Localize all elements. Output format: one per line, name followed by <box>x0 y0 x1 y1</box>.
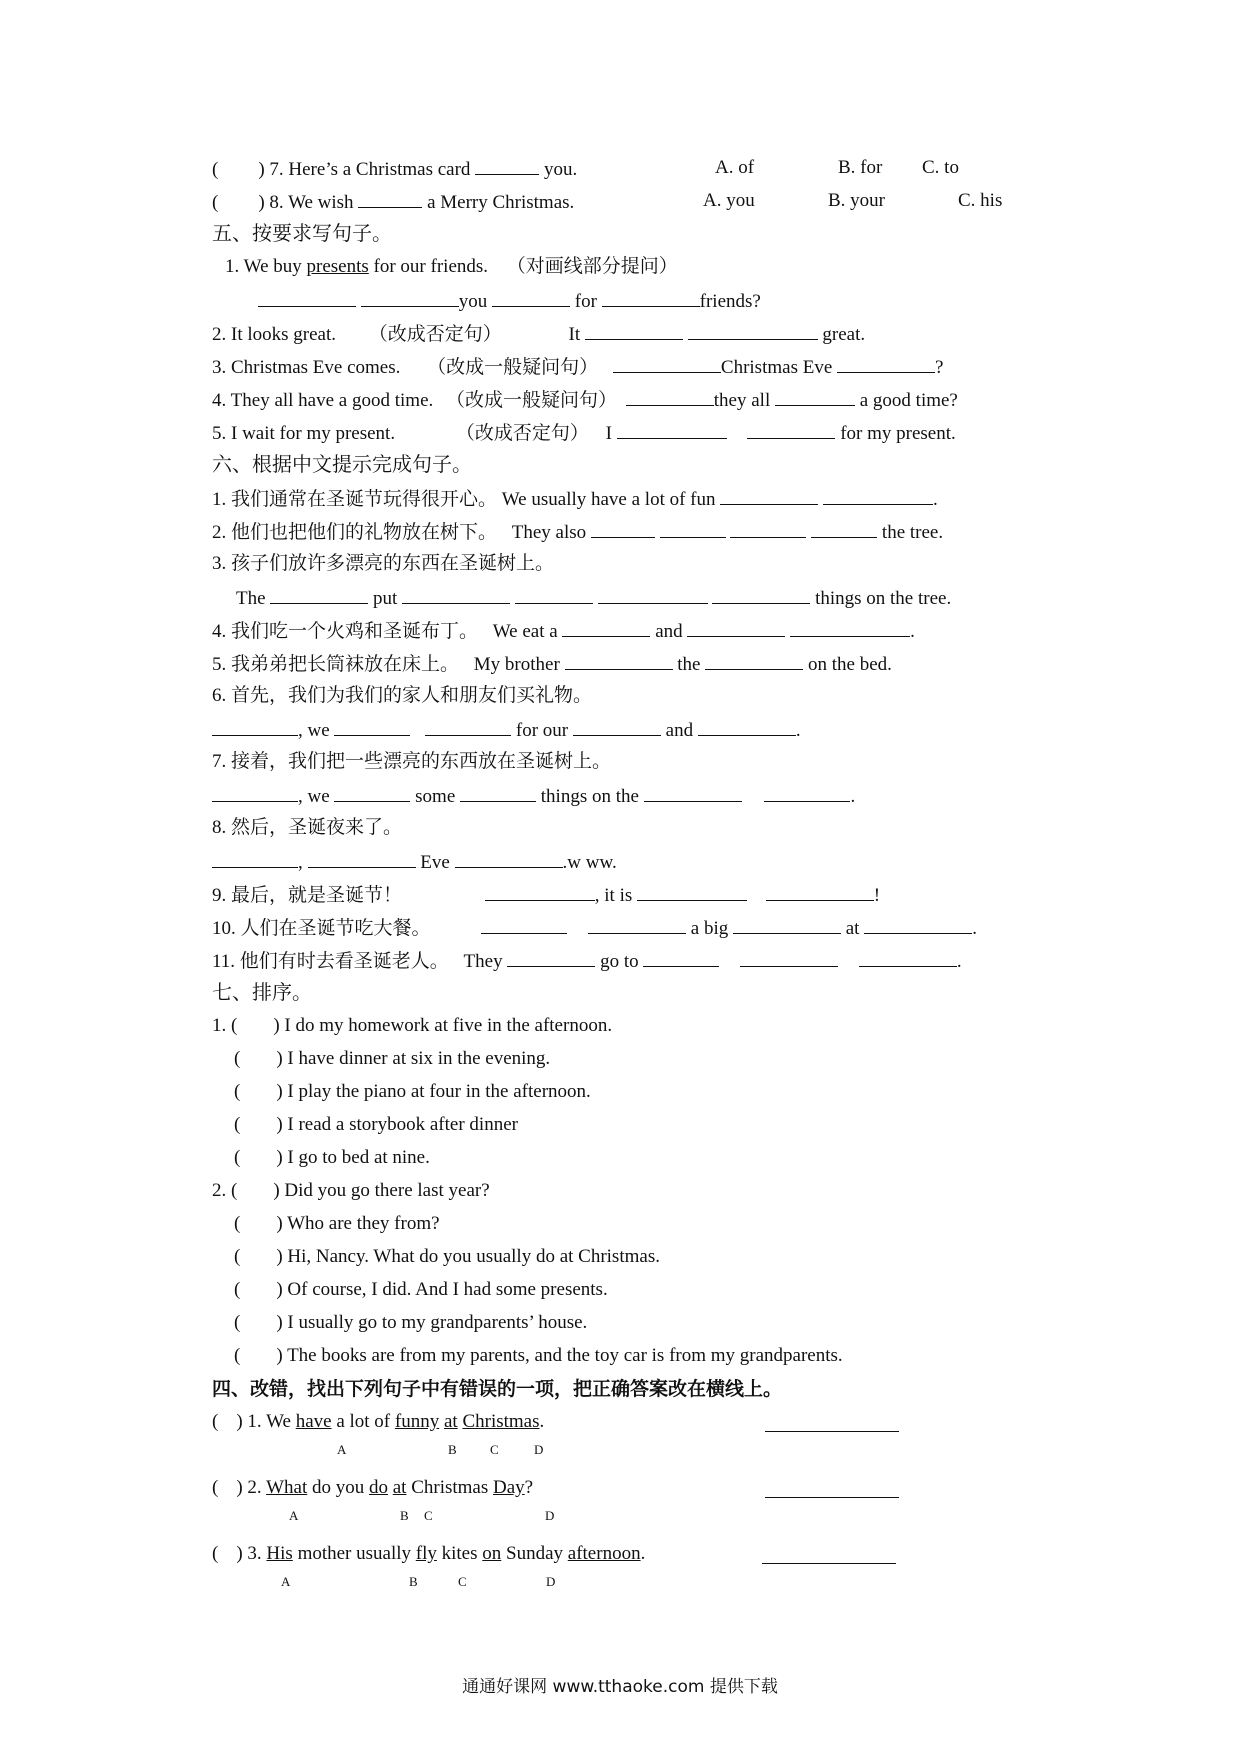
question-7: ( ) 7. Here’s a Christmas card you. <box>212 156 577 182</box>
answer-blank[interactable] <box>698 717 796 736</box>
answer-blank[interactable] <box>212 783 298 802</box>
option-c-word: on <box>482 1543 502 1564</box>
answer-paren[interactable]: ( ) <box>234 1048 283 1069</box>
answer-paren[interactable]: ( ) <box>234 1213 283 1234</box>
answer-blank[interactable] <box>617 420 727 439</box>
question-text: mother usually <box>297 1543 412 1564</box>
answer-blank[interactable] <box>258 288 356 307</box>
order-group-2-item-4: ( ) Of course, I did. And I had some presents. <box>234 1279 608 1300</box>
s6-question-3-cn: 3. 孩子们放许多漂亮的东西在圣诞树上。 <box>212 553 555 574</box>
answer-blank[interactable] <box>602 288 700 307</box>
section-6-title: 六、根据中文提示完成句子。 <box>212 454 472 476</box>
option-a: A. you <box>703 190 755 211</box>
correction-line[interactable] <box>765 1430 899 1432</box>
option-c: C. his <box>958 190 1003 211</box>
question-text: 8. We wish <box>269 192 354 213</box>
section-4-title: 四、改错，找出下列句子中有错误的一项，把正确答案改在横线上。 <box>212 1378 783 1400</box>
answer-blank[interactable] <box>212 849 298 868</box>
answer-blank[interactable] <box>811 519 877 538</box>
answer-blank[interactable] <box>823 486 933 505</box>
answer-paren[interactable]: ( ) <box>234 1246 283 1267</box>
answer-blank[interactable] <box>644 783 742 802</box>
error-question-1: ( ) 1. We have a lot of funny at Christmas. <box>212 1411 545 1432</box>
s6-question-5: 5. 我弟弟把长筒袜放在床上。 My brother the on the bed. <box>212 651 892 677</box>
answer-blank[interactable] <box>637 882 747 901</box>
option-a-word: have <box>295 1411 332 1432</box>
answer-blank[interactable] <box>585 321 683 340</box>
answer-blank[interactable] <box>859 948 957 967</box>
s6-question-7: , we some things on the . <box>212 783 855 809</box>
underlined-word: presents <box>306 256 369 277</box>
option-d-word: Day <box>493 1477 525 1498</box>
answer-blank[interactable] <box>790 618 910 637</box>
option-c-word: at <box>443 1411 458 1432</box>
answer-paren[interactable]: ( ) <box>234 1081 283 1102</box>
answer-paren[interactable]: ( ) <box>231 1180 280 1201</box>
s6-question-6-cn: 6. 首先，我们为我们的家人和朋友们买礼物。 <box>212 685 593 706</box>
answer-blank[interactable] <box>212 717 298 736</box>
correction-line[interactable] <box>765 1496 899 1498</box>
answer-blank[interactable] <box>485 882 595 901</box>
s6-question-8: , Eve .w ww. <box>212 849 617 875</box>
answer-blank[interactable] <box>402 585 510 604</box>
answer-blank[interactable] <box>358 189 422 208</box>
answer-blank[interactable] <box>740 948 838 967</box>
s6-question-1: 1. 我们通常在圣诞节玩得很开心。 We usually have a lot of fun . <box>212 486 938 512</box>
answer-paren[interactable]: ( ) <box>231 1015 280 1036</box>
s6-question-4: 4. 我们吃一个火鸡和圣诞布丁。 We eat a and . <box>212 618 915 644</box>
answer-blank[interactable] <box>720 486 818 505</box>
answer-blank[interactable] <box>334 717 410 736</box>
answer-blank[interactable] <box>643 948 719 967</box>
answer-blank[interactable] <box>591 519 655 538</box>
answer-blank[interactable] <box>687 618 785 637</box>
option-d-word: afternoon <box>567 1543 641 1564</box>
option-d-word: Christmas <box>462 1411 540 1432</box>
answer-blank[interactable] <box>308 849 416 868</box>
answer-blank[interactable] <box>565 651 673 670</box>
answer-paren[interactable]: ( ) <box>234 1279 283 1300</box>
s6-question-2: 2. 他们也把他们的礼物放在树下。 They also the tree. <box>212 519 943 545</box>
answer-paren[interactable]: ( ) <box>234 1114 283 1135</box>
order-group-1-item-1: 1. ( ) I do my homework at five in the afternoon. <box>212 1015 613 1036</box>
answer-paren[interactable]: ( ) <box>212 1477 243 1498</box>
answer-blank[interactable] <box>270 585 368 604</box>
answer-blank[interactable] <box>475 156 539 175</box>
answer-paren: ( <box>212 159 219 180</box>
correction-line[interactable] <box>762 1562 896 1564</box>
answer-paren[interactable]: ( ) <box>234 1312 283 1333</box>
answer-blank[interactable] <box>481 915 567 934</box>
answer-blank[interactable] <box>425 717 511 736</box>
order-group-1-item-2: ( ) I have dinner at six in the evening. <box>234 1048 551 1069</box>
answer-blank[interactable] <box>334 783 410 802</box>
answer-blank[interactable] <box>764 783 850 802</box>
s5-answer-1: you for friends? <box>258 288 761 314</box>
answer-paren[interactable]: ( ) <box>234 1147 283 1168</box>
answer-blank[interactable] <box>573 717 661 736</box>
s6-question-9: 9. 最后，就是圣诞节！ , it is ! <box>212 882 880 908</box>
question-8: ( ) 8. We wish a Merry Christmas. <box>212 189 574 215</box>
answer-blank[interactable] <box>688 321 818 340</box>
footer-credit: 通通好课网 www.tthaoke.com 提供下载 <box>462 1677 778 1697</box>
section-5-title: 五、按要求写句子。 <box>212 223 392 245</box>
answer-blank[interactable] <box>730 519 806 538</box>
answer-blank[interactable] <box>747 420 835 439</box>
s6-question-7-cn: 7. 接着，我们把一些漂亮的东西放在圣诞树上。 <box>212 751 612 772</box>
option-a-word: What <box>266 1477 308 1498</box>
answer-blank[interactable] <box>660 519 726 538</box>
answer-blank[interactable] <box>588 915 686 934</box>
s5-question-5: 5. I wait for my present. （改成否定句） I for my present. <box>212 420 956 446</box>
answer-paren[interactable]: ( ) <box>212 1543 243 1564</box>
option-b-word: fly <box>415 1543 437 1564</box>
option-c-word: at <box>392 1477 407 1498</box>
order-group-2-item-6: ( ) The books are from my parents, and the toy car is from my grandparents. <box>234 1345 843 1366</box>
s5-question-2: 2. It looks great. （改成否定句） It great. <box>212 321 865 347</box>
question-text: Sunday <box>506 1543 564 1564</box>
option-b: B. for <box>838 157 883 178</box>
punctuation: . <box>640 1543 646 1564</box>
order-group-2-item-3: ( ) Hi, Nancy. What do you usually do at Christmas. <box>234 1246 660 1267</box>
answer-blank[interactable] <box>705 651 803 670</box>
answer-blank[interactable] <box>515 585 593 604</box>
answer-paren: ( <box>212 192 219 213</box>
s6-question-3: The put things on the tree. <box>236 585 951 611</box>
option-b: B. your <box>828 190 885 211</box>
s5-question-1: 1. We buy presents for our friends. （对画线部分提问） <box>225 256 678 277</box>
answer-blank[interactable] <box>626 387 714 406</box>
answer-blank[interactable] <box>712 585 810 604</box>
s6-question-8-cn: 8. 然后，圣诞夜来了。 <box>212 817 403 838</box>
answer-paren[interactable]: ( ) <box>234 1345 283 1366</box>
answer-blank[interactable] <box>733 915 841 934</box>
question-text: 7. Here’s a Christmas card <box>269 159 471 180</box>
answer-blank[interactable] <box>864 915 972 934</box>
answer-blank[interactable] <box>562 618 650 637</box>
answer-blank[interactable] <box>492 288 570 307</box>
answer-blank[interactable] <box>775 387 855 406</box>
option-b-word: funny <box>394 1411 440 1432</box>
error-question-3: ( ) 3. His mother usually fly kites on Sunday afternoon. <box>212 1543 646 1564</box>
s6-question-6: , we for our and . <box>212 717 801 743</box>
answer-blank[interactable] <box>507 948 595 967</box>
s6-question-10: 10. 人们在圣诞节吃大餐。 a big at . <box>212 915 977 941</box>
answer-blank[interactable] <box>455 849 563 868</box>
s5-question-3: 3. Christmas Eve comes. （改成一般疑问句） Christmas Eve ? <box>212 354 943 380</box>
order-group-1-item-5: ( ) I go to bed at nine. <box>234 1147 430 1168</box>
answer-blank[interactable] <box>766 882 874 901</box>
s6-question-11: 11. 他们有时去看圣诞老人。 They go to . <box>212 948 962 974</box>
answer-blank[interactable] <box>460 783 536 802</box>
error-question-2: ( ) 2. What do you do at Christmas Day? <box>212 1477 534 1498</box>
option-b-word: do <box>368 1477 388 1498</box>
s5-question-4: 4. They all have a good time. （改成一般疑问句） they all a good time? <box>212 387 958 413</box>
order-group-1-item-4: ( ) I read a storybook after dinner <box>234 1114 518 1135</box>
option-a-word: His <box>266 1543 293 1564</box>
section-7-title: 七、排序。 <box>212 982 312 1004</box>
answer-blank[interactable] <box>598 585 708 604</box>
order-group-2-item-1: 2. ( ) Did you go there last year? <box>212 1180 490 1201</box>
option-c: C. to <box>922 157 959 178</box>
answer-blank[interactable] <box>361 288 459 307</box>
answer-blank[interactable] <box>837 354 935 373</box>
option-a: A. of <box>715 157 755 178</box>
answer-blank[interactable] <box>613 354 721 373</box>
answer-paren[interactable]: ( ) <box>212 1411 243 1432</box>
order-group-2-item-5: ( ) I usually go to my grandparents’ house. <box>234 1312 588 1333</box>
question-number: 3. <box>247 1543 262 1564</box>
order-group-1-item-3: ( ) I play the piano at four in the afternoon. <box>234 1081 591 1102</box>
order-group-2-item-2: ( ) Who are they from? <box>234 1213 440 1234</box>
